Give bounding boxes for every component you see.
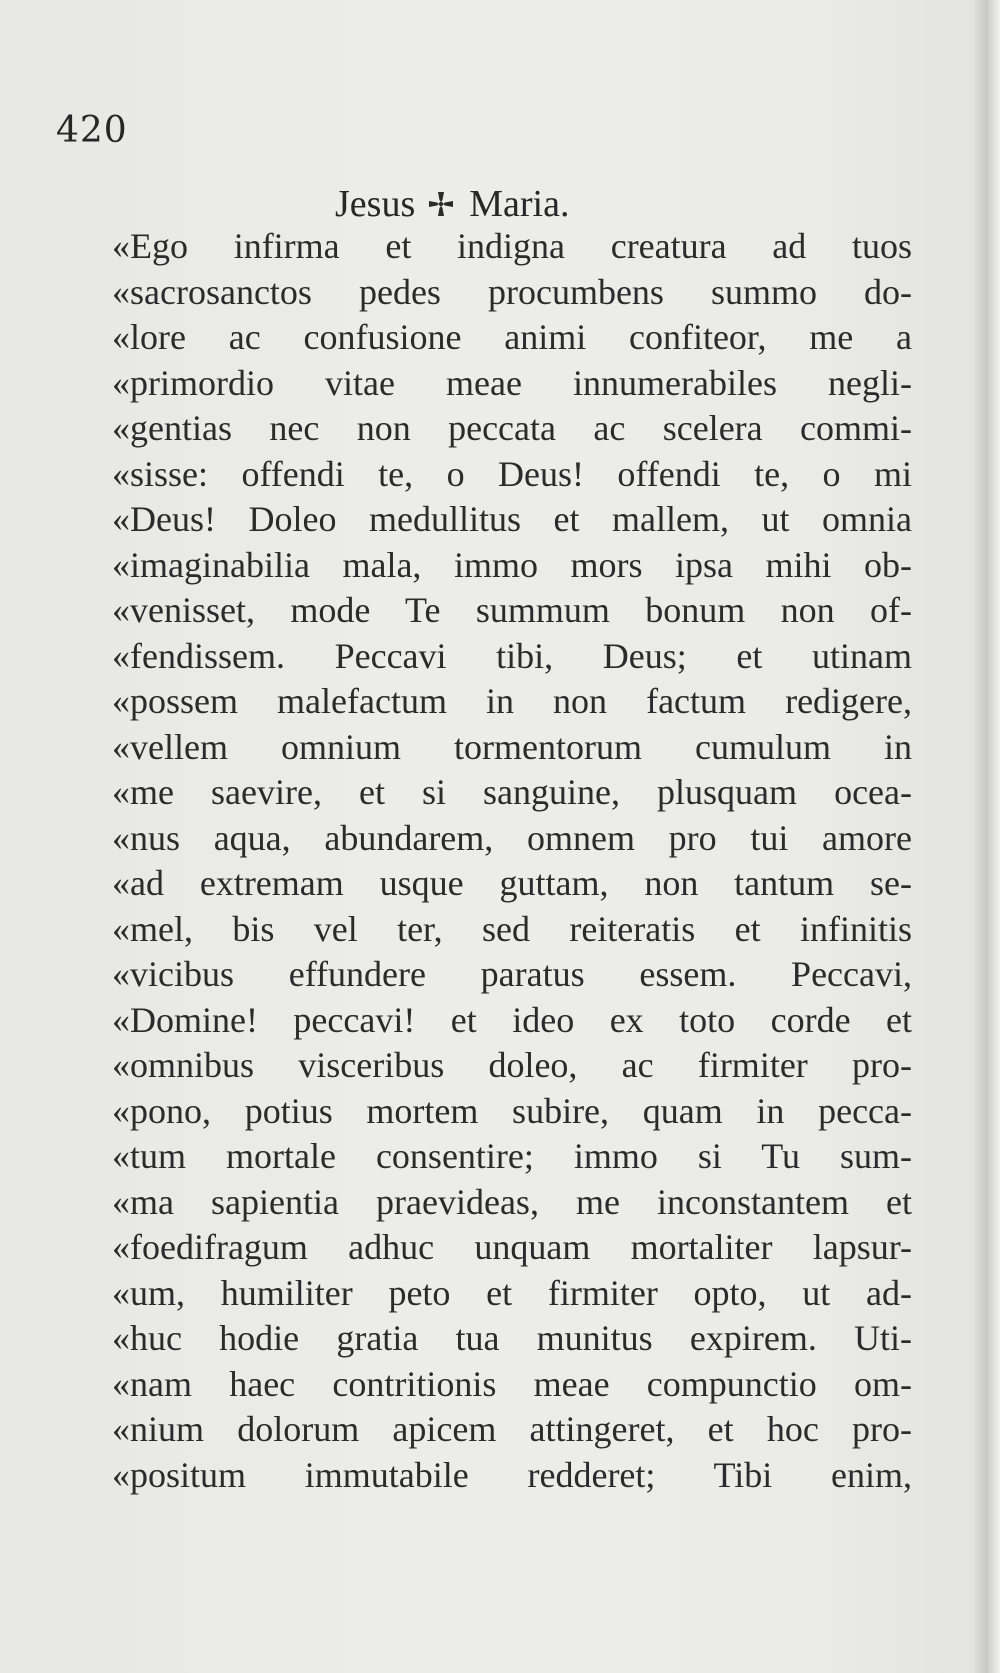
text-line: «mel, bis vel ter, sed reiteratis et infinitis	[112, 908, 912, 949]
text-line: «tum mortale consentire; immo si Tu sum-	[112, 1136, 912, 1176]
text-line: «primordio vitae meae innumerabiles negli-	[112, 362, 912, 403]
text-line: «sacrosanctos pedes procumbens summo do-	[112, 271, 912, 312]
page-number: 420	[56, 110, 128, 151]
text-line: «pono, potius mortem subire, quam in pecca-	[112, 1090, 912, 1131]
text-line: «Deus! Doleo medullitus et mallem, ut omnia	[112, 499, 912, 539]
text-line: «nam haec contritionis meae compunctio om-	[112, 1363, 912, 1404]
text-line: «lore ac confusione animi confiteor, me a	[112, 317, 912, 357]
text-line: «imaginabilia mala, immo mors ipsa mihi ob-	[112, 544, 912, 585]
text-line: «nium dolorum apicem attingeret, et hoc pro-	[112, 1409, 912, 1449]
text-line: «huc hodie gratia tua munitus expirem. Uti-	[112, 1318, 912, 1358]
prayer-text	[112, 224, 912, 1498]
text-line: «um, humiliter peto et firmiter opto, ut ad-	[112, 1272, 912, 1313]
text-line: «sisse: offendi te, o Deus! offendi te, o mi	[112, 453, 912, 494]
text-line: «venisset, mode Te summum bonum non of-	[112, 590, 912, 630]
text-line: «gentias nec non peccata ac scelera commi-	[112, 408, 912, 448]
page-edge-shadow	[975, 0, 1000, 1673]
heading-maria: Maria.	[469, 183, 570, 225]
text-line: «ad extremam usque guttam, non tantum se-	[112, 863, 912, 903]
text-line: «fendissem. Peccavi tibi, Deus; et utinam	[112, 635, 912, 676]
text-line: «possem malefactum in non factum redigere,	[112, 681, 912, 721]
text-line: «Domine! peccavi! et ideo ex toto corde et	[112, 999, 912, 1040]
cross-pattee-icon	[427, 190, 455, 218]
text-line: «positum immutabile redderet; Tibi enim,	[112, 1454, 912, 1495]
text-line: «foedifragum adhuc unquam mortaliter lapsur-	[112, 1227, 912, 1267]
text-line: «nus aqua, abundarem, omnem pro tui amore	[112, 817, 912, 858]
text-line: «omnibus visceribus doleo, ac firmiter pro-	[112, 1045, 912, 1085]
text-line: «ma sapientia praevideas, me inconstantem et	[112, 1181, 912, 1222]
heading-jesus: Jesus	[335, 183, 416, 225]
text-line: «Ego infirma et indigna creatura ad tuos	[112, 226, 912, 266]
text-line: «me saevire, et si sanguine, plusquam ocea-	[112, 772, 912, 812]
text-line: «vicibus effundere paratus essem. Peccavi,	[112, 954, 912, 994]
section-heading	[335, 182, 569, 226]
text-line: «vellem omnium tormentorum cumulum in	[112, 726, 912, 767]
